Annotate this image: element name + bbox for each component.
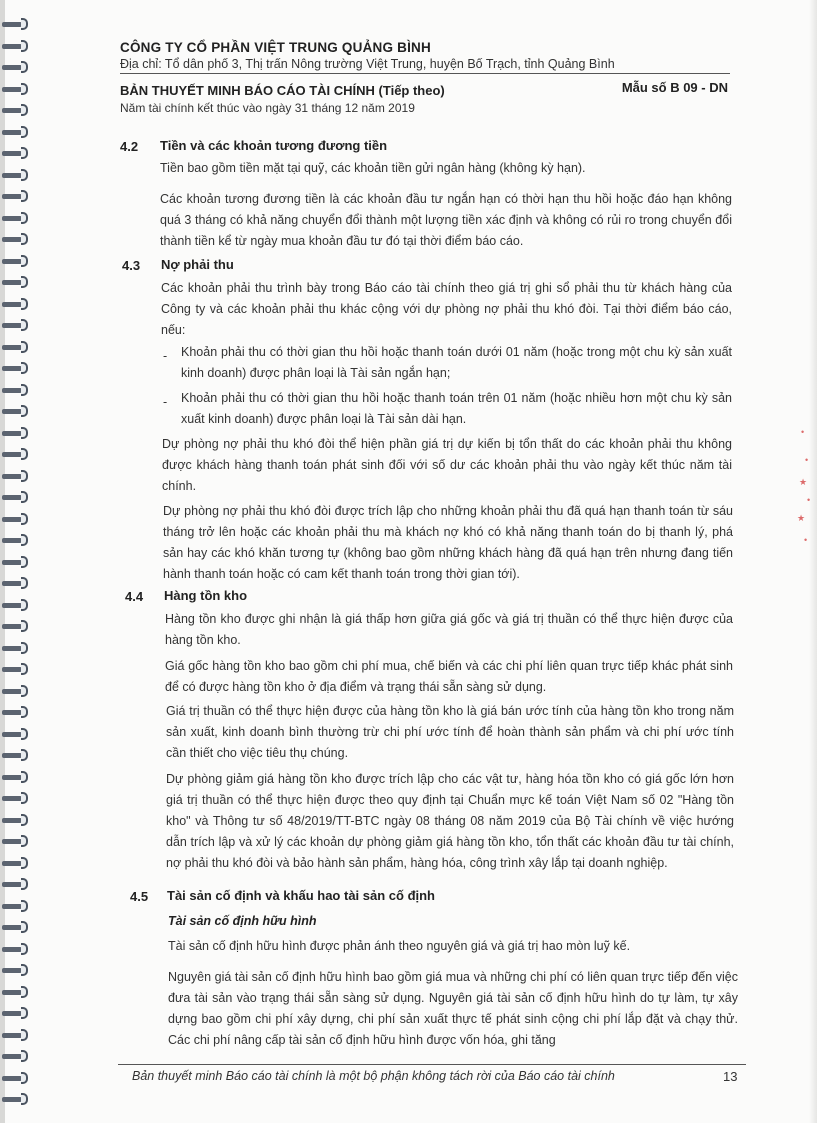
section-number: 4.3 [122, 258, 141, 273]
binding-ring [2, 857, 30, 869]
binding-ring [2, 1093, 30, 1105]
binding-ring [2, 1029, 30, 1041]
paragraph: Tiền bao gồm tiền mặt tại quỹ, các khoản tiền gửi ngân hàng (không kỳ hạn). [160, 161, 586, 175]
footer-divider [118, 1064, 746, 1065]
paragraph: Dự phòng giảm giá hàng tồn kho được trích lập cho các vật tư, hàng hóa tồn kho có giá gốc lớn hơn giá trị thuần có thể thực hiện được theo quy định tại Chuẩn mực kế toán Việt Nam số 02 "Hàng tồn kho" và Thông tư số 48/2019/TT-BTC ngày 08 tháng 08 năm 2019 của Bộ Tài chính về việc hướng dẫn trích lập và xử lý các khoản dự phòng giảm giá hàng tồn kho, tổn thất các khoản đầu tư tài chính, nợ phải thu khó đòi và bảo hành sản phẩm, hàng hóa, công trình xây lắp tại doanh nghiệp. [166, 772, 734, 870]
binding-ring [2, 943, 30, 955]
paragraph: Các khoản phải thu trình bày trong Báo cáo tài chính theo giá trị ghi sổ phải thu từ khách hàng của Công ty và các khoản phải thu khác cộng với dự phòng nợ phải thu khó đòi. Tại thời điểm báo cáo, nếu: [161, 281, 732, 337]
binding-ring [2, 814, 30, 826]
binding-ring [2, 1050, 30, 1062]
document-header [120, 40, 730, 115]
binding-ring [2, 212, 30, 224]
binding-ring [2, 470, 30, 482]
paragraph: Dự phòng nợ phải thu khó đòi được trích lập cho những khoản phải thu đã quá hạn thanh toán từ sáu tháng trở lên hoặc các khoản phải thu mà khách nợ khó có khả năng thanh toán do bị thanh lý, phá sản hay các khó khăn tương tự (không bao gồm những khách hàng đã quá hạn trên nhưng đang tiến hành thanh toán hoặc có cam kết thanh toán trong thời gian tới). [163, 504, 733, 581]
binding-ring [2, 83, 30, 95]
spiral-binding [0, 0, 40, 1123]
binding-ring [2, 620, 30, 632]
paragraph: Giá gốc hàng tồn kho bao gồm chi phí mua, chế biến và các chi phí liên quan trực tiếp khác phát sinh để có được hàng tồn kho ở địa điểm và trạng thái sẵn sàng sử dụng. [165, 659, 733, 694]
binding-ring [2, 964, 30, 976]
paragraph: Dự phòng nợ phải thu khó đòi thể hiện phần giá trị dự kiến bị tổn thất do các khoản phải thu không được khách hàng thanh toán phát sinh đối với số dư các khoản phải thu vào ngày kết thúc năm tài chính. [162, 437, 732, 493]
binding-ring [2, 362, 30, 374]
binding-ring [2, 40, 30, 52]
binding-ring [2, 663, 30, 675]
footer-note: Bản thuyết minh Báo cáo tài chính là một bộ phận không tách rời của Báo cáo tài chính [132, 1069, 615, 1083]
binding-ring [2, 298, 30, 310]
company-address: Địa chỉ: Tổ dân phố 3, Thị trấn Nông trường Việt Trung, huyện Bố Trạch, tỉnh Quảng Bình [120, 57, 730, 74]
binding-ring [2, 18, 30, 30]
binding-ring [2, 126, 30, 138]
report-title: BẢN THUYẾT MINH BÁO CÁO TÀI CHÍNH (Tiếp theo) [120, 83, 445, 98]
binding-ring [2, 534, 30, 546]
fiscal-year-line: Năm tài chính kết thúc vào ngày 31 tháng 12 năm 2019 [120, 101, 415, 115]
paragraph: Tài sản cố định hữu hình được phản ánh theo nguyên giá và giá trị hao mòn luỹ kế. [168, 939, 631, 953]
binding-ring [2, 319, 30, 331]
section-number: 4.2 [120, 139, 139, 154]
binding-ring [2, 900, 30, 912]
binding-ring [2, 921, 30, 933]
binding-ring [2, 728, 30, 740]
binding-ring [2, 835, 30, 847]
paragraph: Các khoản tương đương tiền là các khoản đầu tư ngắn hạn có thời hạn thu hồi hoặc đáo hạn không quá 3 tháng có khả năng chuyển đổi thành một lượng tiền xác định và không có rủi ro trong chuyển đổi thành tiền kể từ ngày mua khoản đầu tư đó tại thời điểm báo cáo. [160, 192, 732, 248]
binding-ring [2, 61, 30, 73]
section-title: Hàng tồn kho [164, 588, 248, 603]
red-seal-fragment: • • ★ • ★ • [797, 427, 811, 545]
binding-ring [2, 706, 30, 718]
binding-ring [2, 169, 30, 181]
binding-ring [2, 147, 30, 159]
binding-ring [2, 513, 30, 525]
binding-ring [2, 405, 30, 417]
binding-ring [2, 878, 30, 890]
binding-ring [2, 749, 30, 761]
binding-ring [2, 986, 30, 998]
binding-ring [2, 642, 30, 654]
subsection-title: Tài sản cố định hữu hình [168, 914, 317, 928]
binding-ring [2, 104, 30, 116]
binding-ring [2, 556, 30, 568]
binding-ring [2, 276, 30, 288]
section-title: Tài sản cố định và khấu hao tài sản cố định [167, 888, 435, 903]
section-title: Tiền và các khoản tương đương tiền [160, 138, 388, 153]
binding-ring [2, 685, 30, 697]
form-number: Mẫu số B 09 - DN [621, 80, 728, 95]
section-number: 4.5 [130, 889, 149, 904]
binding-ring [2, 384, 30, 396]
bullet-dash: - [163, 395, 168, 409]
binding-ring [2, 255, 30, 267]
binding-ring [2, 1072, 30, 1084]
binding-ring [2, 427, 30, 439]
binding-ring [2, 491, 30, 503]
binding-ring [2, 792, 30, 804]
page-edge-shadow [809, 0, 817, 1123]
binding-ring [2, 233, 30, 245]
binding-ring [2, 190, 30, 202]
company-name: CÔNG TY CỔ PHẦN VIỆT TRUNG QUẢNG BÌNH [120, 40, 431, 55]
binding-ring [2, 448, 30, 460]
binding-ring [2, 771, 30, 783]
paragraph: Hàng tồn kho được ghi nhận là giá thấp hơn giữa giá gốc và giá trị thuần có thể thực hiện được của hàng tồn kho. [165, 612, 733, 647]
bullet-item: Khoản phải thu có thời gian thu hồi hoặc thanh toán dưới 01 năm (hoặc trong một chu kỳ sản xuất kinh doanh) được phân loại là Tài sản ngắn hạn; [181, 345, 732, 380]
binding-ring [2, 1007, 30, 1019]
binding-ring [2, 341, 30, 353]
paragraph: Nguyên giá tài sản cố định hữu hình bao gồm giá mua và những chi phí có liên quan trực tiếp đến việc đưa tài sản vào trạng thái sẵn sàng sử dụng. Nguyên giá tài sản cố định hữu hình do tự làm, tự xây dựng bao gồm chi phí xây dựng, chi phí sản xuất thực tế phát sinh cộng chi phí lắp đặt và chạy thử. Các chi phí nâng cấp tài sản cố định hữu hình được vốn hóa, ghi tăng [168, 970, 738, 1047]
page-number: 13 [723, 1069, 738, 1084]
binding-ring [2, 599, 30, 611]
title-row [120, 80, 730, 100]
binding-ring [2, 577, 30, 589]
section-number: 4.4 [125, 589, 144, 604]
bullet-dash: - [163, 349, 168, 363]
section-title: Nợ phải thu [161, 257, 234, 272]
bullet-item: Khoản phải thu có thời gian thu hồi hoặc thanh toán trên 01 năm (hoặc nhiều hơn một chu kỳ sản xuất kinh doanh) được phân loại là Tài sản dài hạn. [181, 391, 732, 426]
paragraph: Giá trị thuần có thể thực hiện được của hàng tồn kho là giá bán ước tính của hàng tồn kho trong năm sản xuất, kinh doanh bình thường trừ chi phí ước tính để hoàn thành sản phẩm và chi phí ước tính cần thiết cho việc tiêu thụ chúng. [166, 704, 734, 760]
